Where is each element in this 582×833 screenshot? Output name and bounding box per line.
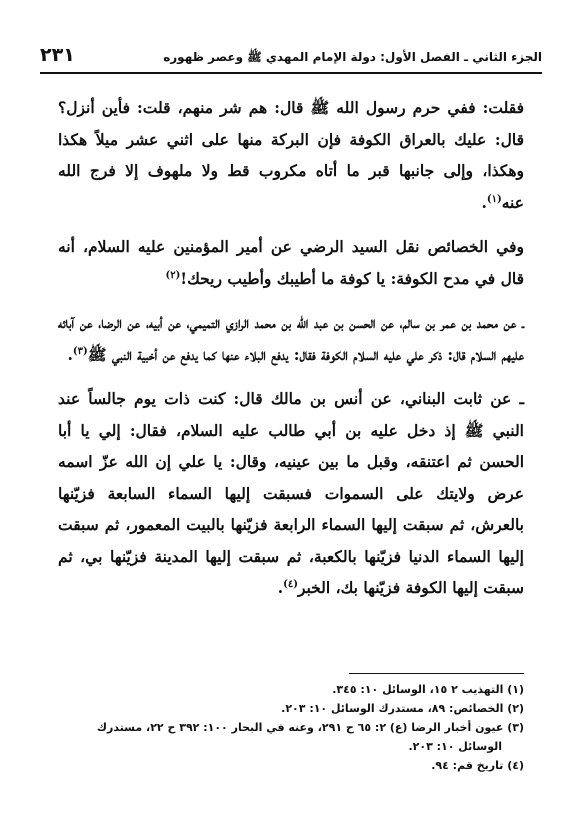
footnote-divider: [349, 673, 524, 674]
footnote-3: (٣) عيون أخبار الرضا (ع) ٢: ٦٥ ح ٢٩١، وعنه في البحار ١٠٠: ٣٩٢ ح ٢٢، مستدرك: [96, 721, 524, 734]
footnote-3-continued: الوسائل ١٠: ٢٠٣.: [408, 740, 502, 753]
paragraph-1-end: .: [481, 192, 487, 212]
footnotes: [58, 680, 524, 775]
page-header: [40, 44, 542, 74]
paragraph-1: [58, 92, 524, 218]
footnote-1: (١) التهذيب ٢ ١٥، الوسائل ١٠: ٣٤٥.: [332, 683, 524, 696]
paragraph-2-text: وفي الخصائص نقل السيد الرضي عن أمير المؤمنين عليه السلام، أنه قال في مدح الكوفة: يا كوفة ما أطيبك وأطيب ريحك!: [58, 237, 524, 288]
paragraph-4-end: .: [277, 578, 284, 597]
paragraph-4-text: ـ عن ثابت البناني، عن أنس بن مالك قال: كنت ذات يوم جالساً عند النبي ﷺ إذ دخل عليه بن أبي طالب عليه السلام، فقال: إلي يا أبا الحسن ثم اعتنقه، وقبل ما بين عينيه، وقال: يا علي إن الله عزّ اسمه عرض ولايتك على السموات فسبقت إليها السماء السابعة فزيّنها بالعرش، ثم سبقت إليها السماء الرابعة فزيّنها بالبيت المعمور، ثم سبقت إليها السماء الدنيا فزيّنها بالكعبة، ثم سبقت إليها المدينة فزيّنها بي، ثم سبقت إليها الكوفة فزيّنها بك، الخبر: [58, 389, 524, 597]
footnote-marker-3: (٣): [72, 345, 88, 357]
footnote-marker-2: (٢): [165, 269, 181, 281]
paragraph-2: [58, 231, 524, 294]
body-text: [58, 92, 524, 617]
page-number: ٢٣١: [40, 44, 75, 66]
footnote-2: (٢) الخصائص: ٨٩، مستدرك الوسائل ١٠: ٢٠٣.: [281, 702, 524, 715]
footnote-4: (٤) تاريخ قم: ٩٤.: [431, 759, 524, 772]
footnote-marker-1: (١): [486, 193, 502, 205]
paragraph-3: [58, 307, 524, 370]
paragraph-1-text: فقلت: ففي حرم رسول الله ﷺ قال: هم شر منهم، قلت: فأين أنزل؟ قال: عليك بالعراق الكوفة فإن البركة منها على اثني عشر ميلاً هكذا وهكذا، وإلى جانبها قبر ما أتاه مكروب قط ولا ملهوف إلا فرج الله عنه: [58, 98, 524, 212]
paragraph-4: [58, 383, 524, 604]
footnote-marker-4: (٤): [283, 578, 298, 590]
paragraph-3-text: ـ عن محمد بن عمر بن سالم، عن الحسن بن عبد الله بن محمد الرازي التميمي، عن أبيه، عن الرضا، عن آبائه عليهم السلام قال: ذكر علي عليه السلام الكوفة فقال: يدفع البلاء عنها كما يدفع عن أخبية النبي ﷺ: [58, 313, 524, 364]
running-head: الجزء الثاني ـ الفصل الأول: دولة الإمام المهدي ﷺ وعصر ظهوره: [163, 50, 542, 64]
paragraph-3-end: .: [67, 344, 73, 364]
